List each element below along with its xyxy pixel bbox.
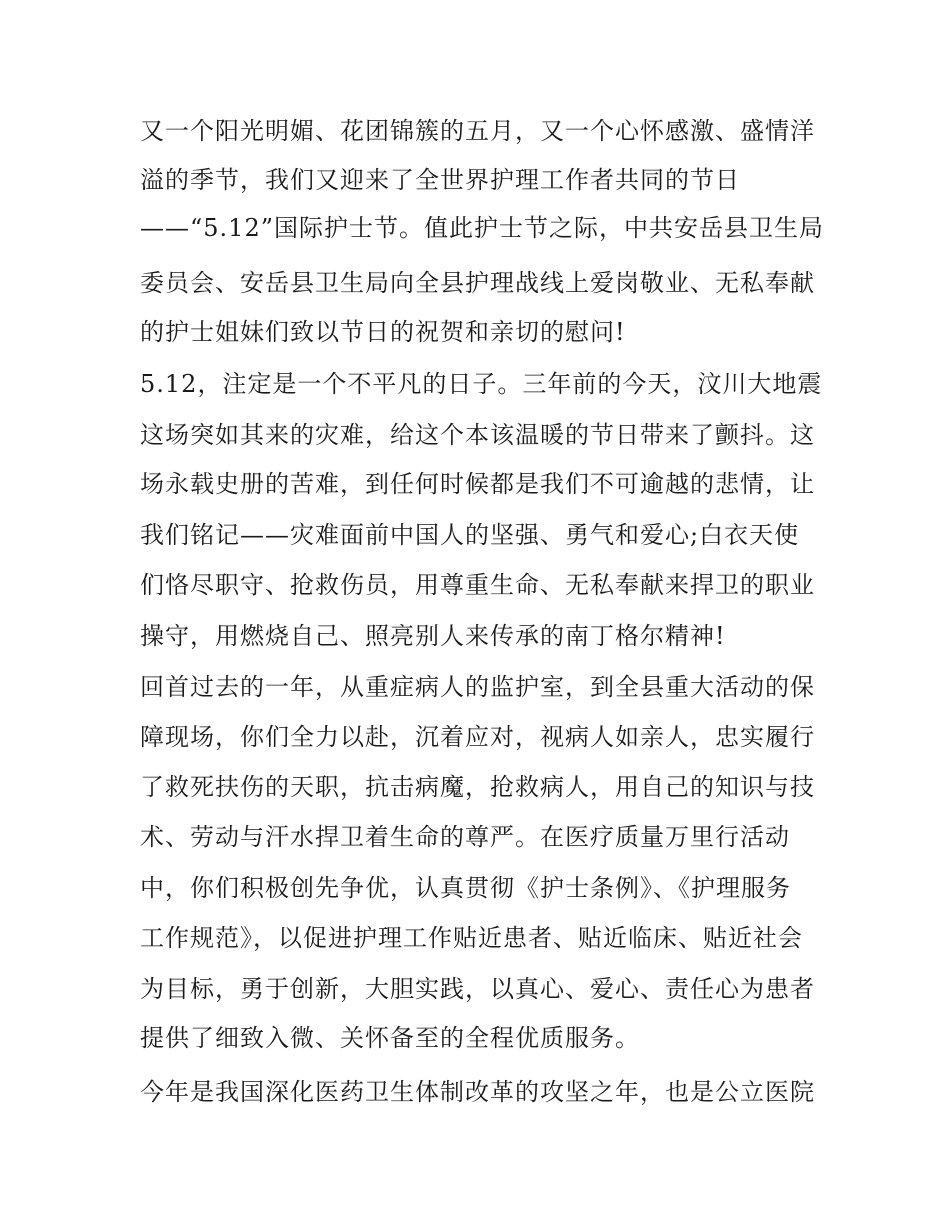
text-line-15: 术、劳动与汗水捍卫着生命的尊严。在医疗质量万里行活动 <box>140 823 790 851</box>
text-line-8: 场永载史册的苦难，到任何时候都是我们不可逾越的悲情，让 <box>140 470 815 498</box>
text-line-3: ——“5.12”国际护士节。值此护士节之际，中共安岳县卫生局 <box>140 214 824 242</box>
text-line-19: 提供了细致入微、关怀备至的全程优质服务。 <box>140 1024 640 1052</box>
text-line-20: 今年是我国深化医药卫生体制改革的攻坚之年，也是公立医院 <box>140 1078 815 1106</box>
text-line-11: 操守，用燃烧自己、照亮别人来传承的南丁格尔精神! <box>140 622 726 650</box>
text-line-18: 为目标，勇于创新，大胆实践，以真心、爱心、责任心为患者 <box>140 975 815 1003</box>
text-line-1: 又一个阳光明媚、花团锦簇的五月，又一个心怀感激、盛情洋 <box>140 117 815 145</box>
text-line-6: 5.12，注定是一个不平凡的日子。三年前的今天，汶川大地震 <box>140 370 823 398</box>
text-line-16: 中，你们积极创先争优，认真贯彻《护士条例》、《护理服务 <box>140 874 791 902</box>
text-line-17: 工作规范》，以促进护理工作贴近患者、贴近临床、贴近社会 <box>140 924 803 952</box>
text-line-14: 了救死扶伤的天职，抗击病魔，抢救病人，用自己的知识与技 <box>140 773 815 801</box>
text-line-7: 这场突如其来的灾难，给这个本该温暖的节日带来了颤抖。这 <box>140 421 815 449</box>
text-line-4: 委员会、安岳县卫生局向全县护理战线上爱岗敬业、无私奉献 <box>140 269 815 297</box>
text-line-2: 溢的季节，我们又迎来了全世界护理工作者共同的节日 <box>140 166 740 194</box>
text-line-13: 障现场，你们全力以赴，沉着应对，视病人如亲人，忠实履行 <box>140 723 815 751</box>
text-line-9: 我们铭记——灾难面前中国人的坚强、勇气和爱心;白衣天使 <box>140 521 800 549</box>
text-line-10: 们恪尽职守、抢救伤员，用尊重生命、无私奉献来捍卫的职业 <box>140 571 815 599</box>
text-line-12: 回首过去的一年，从重症病人的监护室，到全县重大活动的保 <box>140 673 815 701</box>
text-line-5: 的护士姐妹们致以节日的祝贺和亲切的慰问! <box>140 318 626 346</box>
